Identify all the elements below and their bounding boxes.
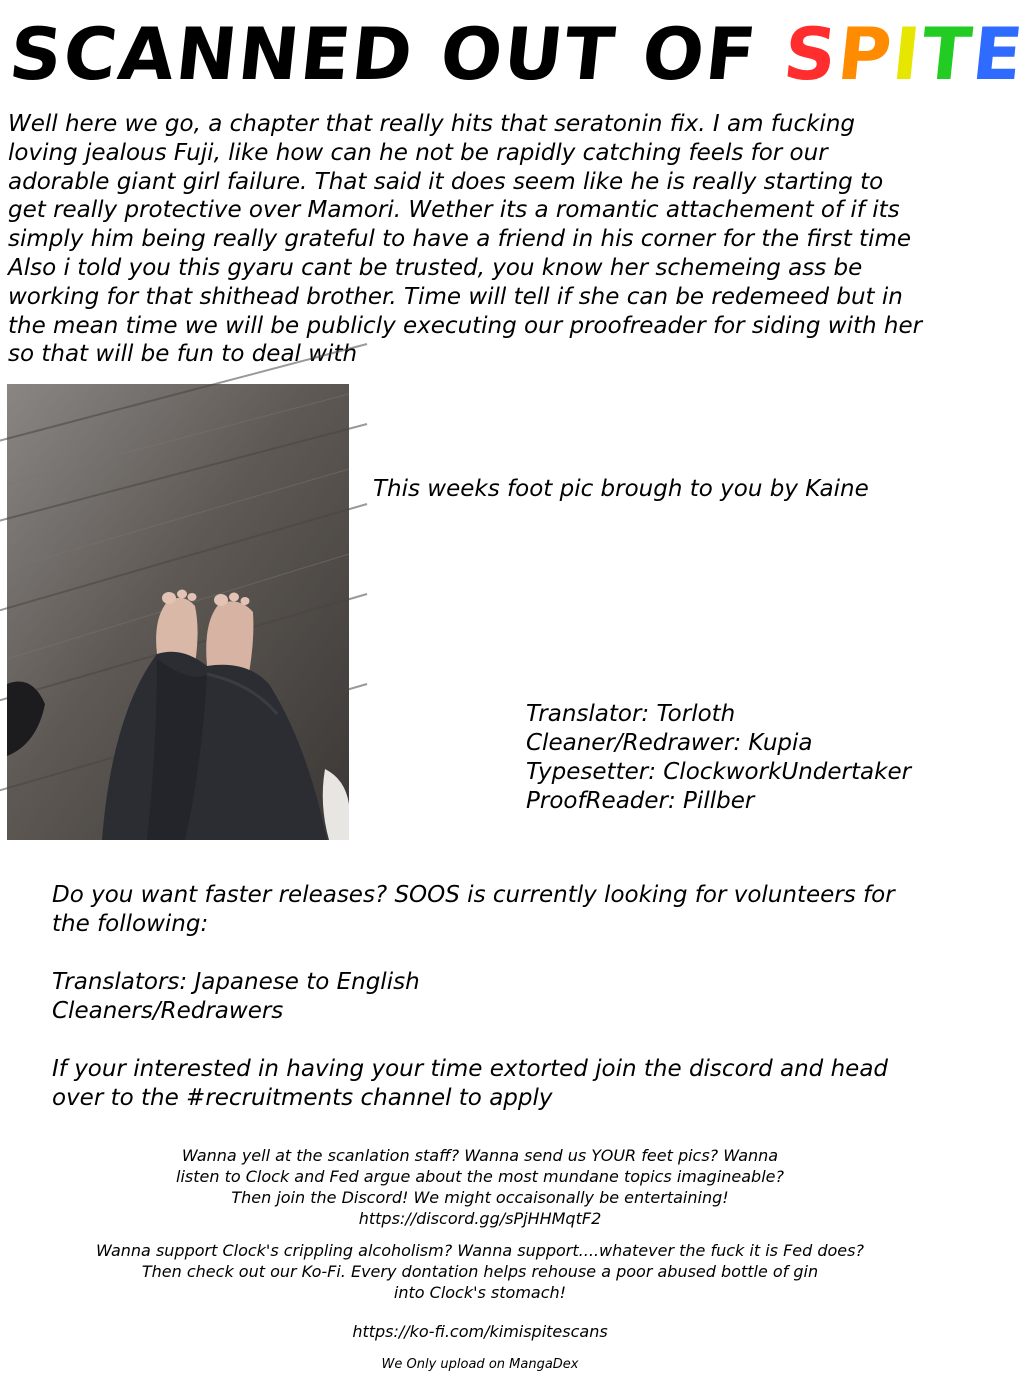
discord-line: listen to Clock and Fed argue about the most mundane topics imagineable? (176, 1167, 784, 1186)
recruit-apply-line: If your interested in having your time extorted join the discord and head (52, 1056, 889, 1082)
recruit-apply-line: over to the #recruitments channel to apply (52, 1085, 553, 1111)
page-title (5, 12, 1028, 96)
credit-proofreader: ProofReader: Pillber (526, 788, 755, 814)
title-main: SCANNED OUT OF (5, 12, 789, 96)
footer-note: We Only upload on MangaDex (381, 1357, 579, 1372)
credit-cleaner: Cleaner/Redrawer: Kupia (526, 730, 813, 756)
credit-typesetter: Typesetter: ClockworkUndertaker (526, 759, 912, 785)
recruitment-section (52, 881, 942, 1113)
intro-line: working for that shithead brother. Time will tell if she can be redemeed but in (8, 283, 903, 310)
intro-line: get really protective over Mamori. Wether its a romantic attachement of if its (8, 197, 900, 224)
intro-line: so that will be fun to deal with (8, 341, 358, 368)
title-letter: I (888, 12, 927, 96)
kofi-line: Then check out our Ko-Fi. Every dontation helps rehouse a poor abused bottle of gin (141, 1262, 819, 1281)
discord-link[interactable]: https://discord.gg/sPjHHMqtF2 (358, 1209, 602, 1228)
intro-line: the mean time we will be publicly executing our proofreader for siding with her (8, 312, 923, 339)
foot-photo (7, 384, 349, 840)
intro-paragraph (8, 110, 956, 369)
credit-translator: Translator: Torloth (526, 701, 736, 727)
intro-line: loving jealous Fuji, like how can he not be rapidly catching feels for our (8, 139, 828, 166)
discord-line: Then join the Discord! We might occaisonally be entertaining! (231, 1188, 729, 1207)
recruit-intro-line: the following: (52, 911, 209, 937)
discord-line: Wanna yell at the scanlation staff? Wanna send us YOUR feet pics? Wanna (181, 1146, 779, 1165)
discord-block (20, 1145, 940, 1229)
recruit-role: Cleaners/Redrawers (52, 998, 284, 1024)
title-rainbow-word (780, 12, 1028, 96)
kofi-link[interactable]: https://ko-fi.com/kimispitescans (352, 1322, 608, 1341)
recruit-intro-line: Do you want faster releases? SOOS is currently looking for volunteers for (52, 882, 895, 908)
title-letter: S (779, 12, 843, 96)
foot-photo-illustration (7, 384, 349, 840)
title-letter: T (917, 12, 978, 96)
kofi-block (20, 1240, 940, 1303)
intro-line: adorable giant girl failure. That said it does seem like he is really starting to (8, 168, 884, 195)
kofi-line: Wanna support Clock's crippling alcoholism? Wanna support....whatever the fuck it is Fed does? (96, 1241, 864, 1260)
title-letter: P (833, 12, 898, 96)
foot-pic-caption: This weeks foot pic brough to you by Kaine (373, 476, 869, 502)
title-letter: E (968, 12, 1028, 96)
intro-line: simply him being really grateful to have a friend in his corner for the first time (8, 226, 912, 253)
kofi-line: into Clock's stomach! (393, 1283, 567, 1302)
staff-credits (526, 700, 911, 816)
intro-line: Well here we go, a chapter that really hits that seratonin fix. I am fucking (8, 111, 856, 137)
intro-line: Also i told you this gyaru cant be trusted, you know her schemeing ass be (8, 254, 863, 281)
recruit-role: Translators: Japanese to English (52, 969, 420, 995)
